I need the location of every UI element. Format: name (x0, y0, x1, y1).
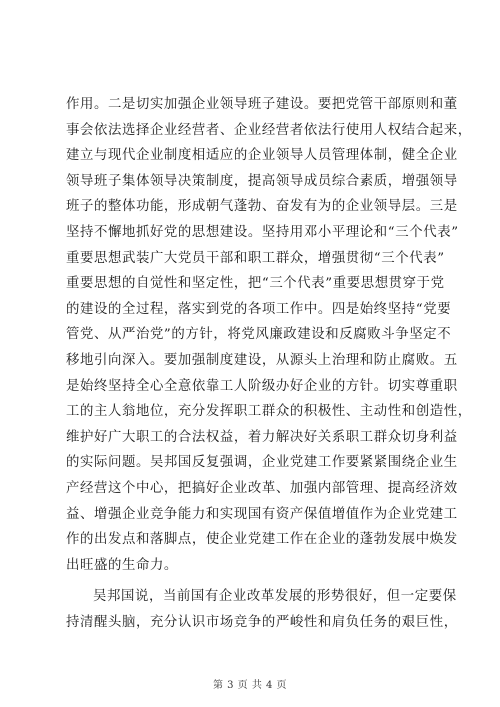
body-text (66, 92, 472, 635)
text-line: 事会依法选择企业经营者、企业经营者依法行使用人权结合起来， (66, 122, 472, 138)
text-line: 的建设的全过程，落实到党的各项工作中。四是始终坚持“党要 (66, 301, 452, 317)
text-line: 的实际问题。吴邦国反复强调，企业党建工作要紧紧围绕企业生 (66, 455, 458, 471)
text-line: 坚持不懈地抓好党的思想建设。坚持用邓小平理论和“三个代表” (66, 224, 459, 240)
text-line: 班子的整体功能，形成朝气蓬勃、奋发有为的企业领导层。三是 (66, 199, 458, 215)
text-line: 益、增强企业竞争能力和实现国有资产保值增值作为企业党建工 (66, 506, 458, 522)
text-line: 作的出发点和落脚点，使企业党建工作在企业的蓬勃发展中焕发 (66, 532, 458, 548)
text-line: 重要思想武装广大党员干部和职工群众，增强贯彻“三个代表” (66, 250, 445, 266)
text-line: 持清醒头脑，充分认识市场竞争的严峻性和肩负任务的艰巨性， (66, 614, 458, 630)
text-line: 出旺盛的生命力。 (66, 557, 178, 573)
text-line: 领导班子集体领导决策制度，提高领导成员综合素质，增强领导 (66, 173, 458, 189)
text-line: 维护好广大职工的合法权益，着力解决好关系职工群众切身利益 (66, 429, 458, 445)
text-line: 建立与现代企业制度相适应的企业领导人员管理体制，健全企业 (66, 148, 458, 164)
paragraph-1 (66, 92, 472, 578)
text-line: 重要思想的自觉性和坚定性，把“三个代表”重要思想贯穿于党 (66, 276, 445, 292)
page-footer: 第 3 页 共 4 页 (212, 680, 288, 691)
text-line: 是始终坚持全心全意依靠工人阶级办好企业的方针。切实尊重职 (66, 378, 458, 394)
text-line: 吴邦国说，当前国有企业改革发展的形势很好，但一定要保 (93, 589, 457, 605)
text-line: 管党、从严治党”的方针，将党风廉政建设和反腐败斗争坚定不 (66, 327, 452, 343)
text-line: 移地引向深入。要加强制度建设，从源头上治理和防止腐败。五 (66, 352, 458, 368)
text-line: 作用。二是切实加强企业领导班子建设。要把党管干部原则和董 (66, 97, 458, 112)
text-line: 工的主人翁地位，充分发挥职工群众的积极性、主动性和创造性， (66, 404, 472, 420)
text-line: 产经营这个中心，把搞好企业改革、加强内部管理、提高经济效 (66, 480, 458, 496)
paragraph-2 (66, 584, 458, 635)
